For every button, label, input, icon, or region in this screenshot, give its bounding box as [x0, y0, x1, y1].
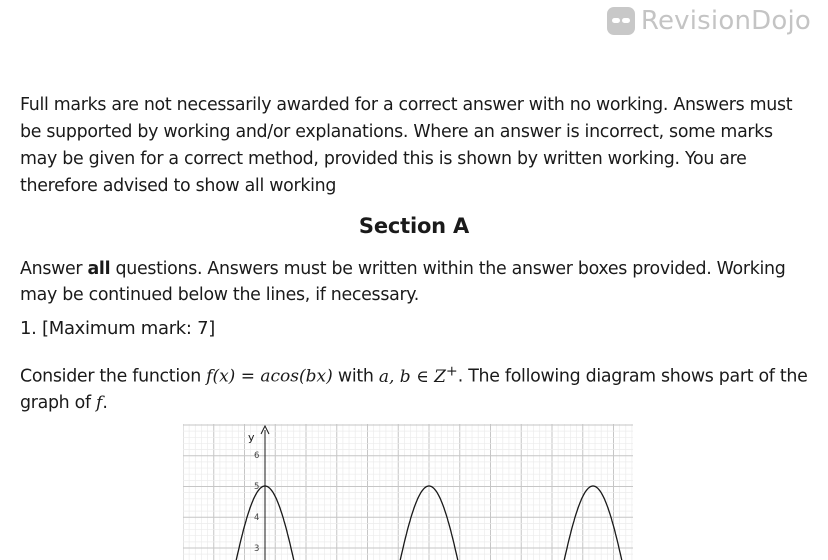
y-tick-label-5: 5: [254, 482, 260, 492]
section-title: Section A: [358, 214, 470, 238]
question-header: 1. [Maximum mark: 7]: [20, 318, 215, 339]
question-text-2: with: [332, 366, 379, 387]
y-tick-label-4: 4: [254, 513, 260, 523]
instruction-prefix: Answer: [20, 259, 88, 279]
graph-grid: [183, 424, 633, 560]
instruction-suffix: questions. Answers must be written within the answer boxes provided. Working may be continued below the lines, if necessary.: [20, 259, 786, 305]
y-tick-label-6: 6: [254, 451, 260, 461]
question-text-1: Consider the function: [20, 366, 207, 387]
function-formula: f(x) = acos(bx): [206, 366, 333, 387]
instruction-bold: all: [87, 259, 111, 279]
function-name: f: [96, 392, 103, 413]
parameter-set-sup: +: [445, 363, 458, 379]
parameter-set: a, b ∈ Z: [378, 366, 446, 387]
y-axis-label: y: [248, 431, 255, 444]
question-text: [20, 358, 810, 416]
graph-curve-3: [559, 486, 627, 560]
intro-instructions: Full marks are not necessarily awarded for a correct answer with no working. Answers must be supported by working and/or explanations. Where an answer is incorrect, some marks may be given for a correct method, provided this is shown by written working. You are therefore advised to show all working: [20, 95, 793, 196]
question-text-4: .: [102, 392, 108, 413]
y-tick-label-3: 3: [254, 544, 260, 554]
logo-text: RevisionDojo: [640, 6, 811, 36]
function-graph: [183, 424, 633, 560]
revisiondojo-logo[interactable]: [607, 5, 811, 37]
question-text-3: . The following diagram shows part of the graph of: [20, 366, 808, 413]
dojo-mask-icon: [607, 7, 635, 35]
parameter-condition: [378, 363, 458, 387]
section-instructions: [20, 256, 810, 308]
